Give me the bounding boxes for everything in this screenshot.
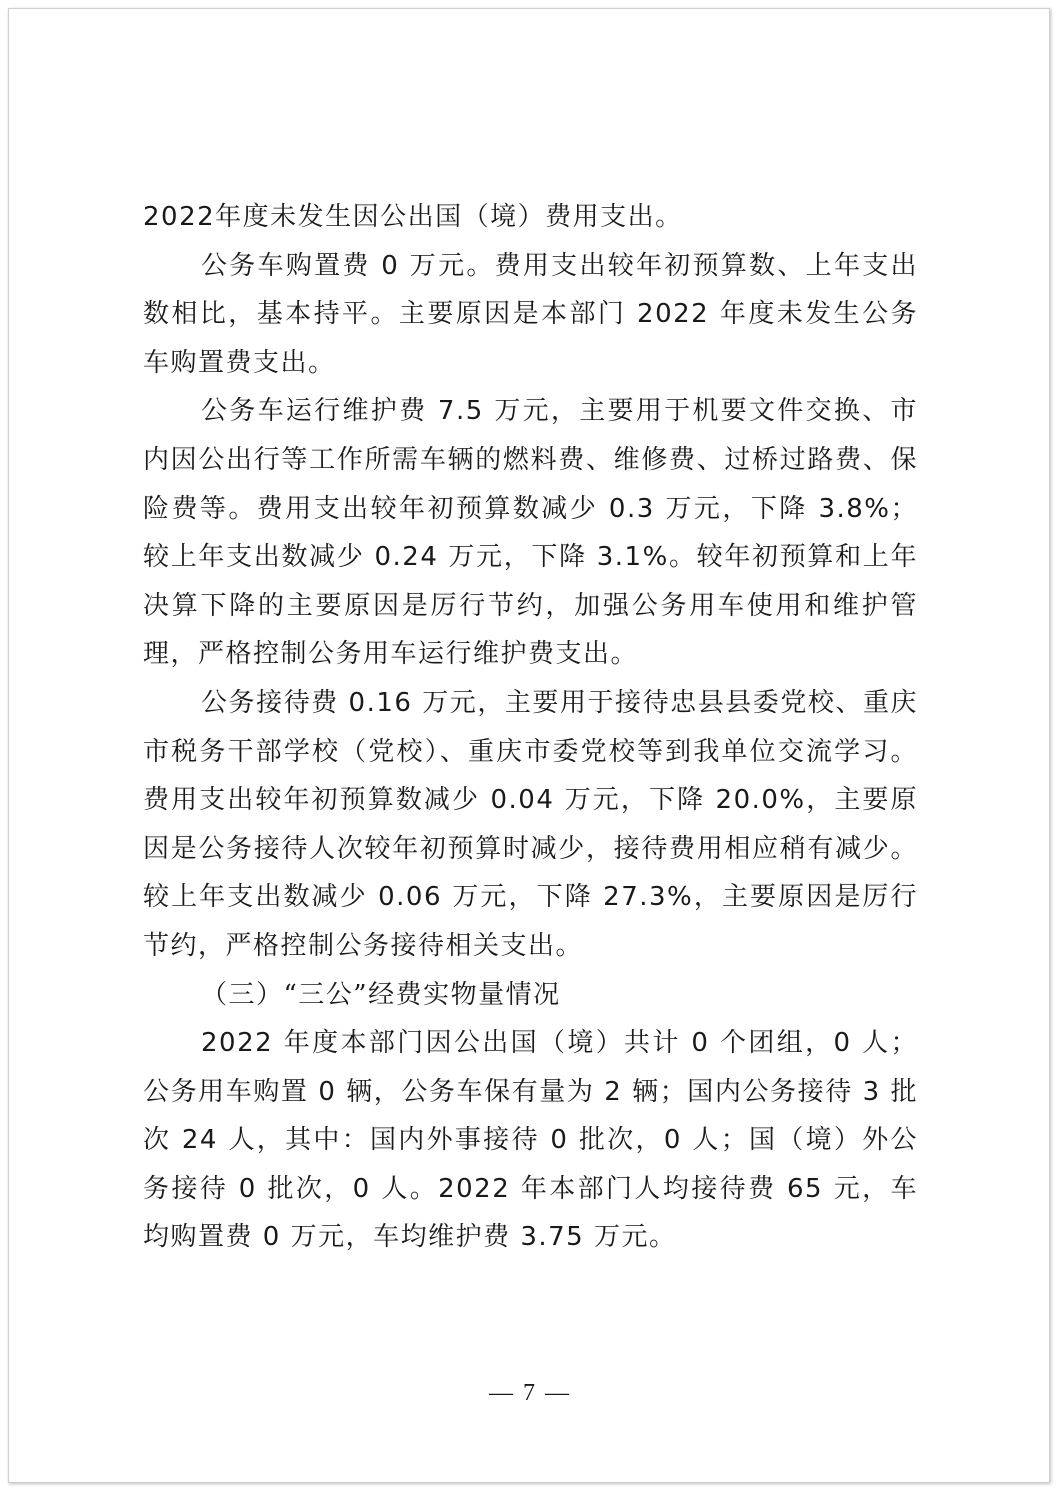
paragraph-physical-quantity: 2022 年度本部门因公出国（境）共计 0 个团组，0 人；公务用车购置 0 辆，公务车保有量为 2 辆；国内公务接待 3 批次 24 人，其中：国内外事接待 0 批次，0 人；国（境）外公务接待 0 批次，0 人。2022 年本部门人均接待费 65 元，车均购置费 0 万元，车均维护费 3.75 万元。: [143, 1028, 918, 1253]
paragraph-vehicle-purchase: 公务车购置费 0 万元。费用支出较年初预算数、上年支出数相比，基本持平。主要原因是本部门 2022 年度未发生公务车购置费支出。: [143, 250, 918, 378]
paragraph-outbound-travel: 2022年度未发生因公出国（境）费用支出。: [143, 202, 683, 232]
paragraph-reception: 公务接待费 0.16 万元，主要用于接待忠县县委党校、重庆市税务干部学校（党校）、重庆市委党校等到我单位交流学习。费用支出较年初预算数减少 0.04 万元，下降 20.0%，主要原因是公务接待人次较年初预算时减少，接待费用相应稍有减少。较上年支出数减少 0.06 万元，下降 27.3%，主要原因是厉行节约，严格控制公务接待相关支出。: [143, 687, 918, 961]
document-body: [143, 193, 918, 1262]
page-number: — 7 —: [489, 1380, 571, 1406]
section-heading: （三）“三公”经费实物量情况: [201, 979, 561, 1010]
paragraph-vehicle-maintenance: 公务车运行维护费 7.5 万元，主要用于机要文件交换、市内因公出行等工作所需车辆的燃料费、维修费、过桥过路费、保险费等。费用支出较年初预算数减少 0.3 万元，下降 3.8%；较上年支出数减少 0.24 万元，下降 3.1%。较年初预算和上年决算下降的主要原因是厉行节约，加强公务用车使用和维护管理，严格控制公务用车运行维护费支出。: [143, 396, 918, 670]
